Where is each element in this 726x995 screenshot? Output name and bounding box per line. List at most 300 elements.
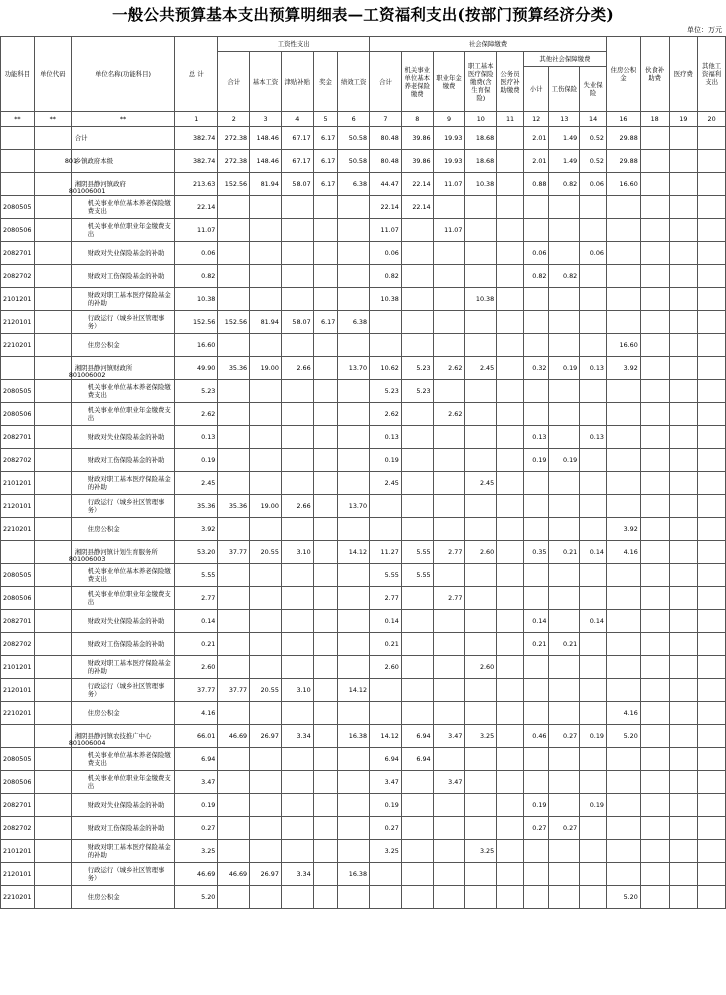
value-cell [218,426,250,449]
value-cell [640,794,669,817]
value-cell [580,472,607,495]
value-cell [606,426,640,449]
value-cell [497,817,524,840]
value-cell [606,840,640,863]
func-code-cell [1,541,35,564]
value-cell [580,449,607,472]
value-cell [218,518,250,541]
table-row [1,564,726,587]
value-cell [640,610,669,633]
value-cell: 0.82 [523,265,549,288]
value-cell [698,748,726,771]
value-cell [606,449,640,472]
value-cell [497,633,524,656]
value-cell: 22.14 [401,196,433,219]
value-cell [497,242,524,265]
value-cell: 19.00 [250,495,282,518]
header-unit-code: 单位代码 [34,37,71,112]
value-cell [606,196,640,219]
value-cell: 0.19 [370,449,402,472]
value-cell: 0.88 [523,173,549,196]
value-cell [698,357,726,380]
value-cell [433,380,465,403]
unit-code-cell [34,817,71,840]
value-cell [250,518,282,541]
value-cell [698,633,726,656]
value-cell [497,771,524,794]
value-cell [465,587,497,610]
value-cell [640,127,669,150]
value-cell: 0.14 [523,610,549,633]
unit-code-cell [34,771,71,794]
unit-code-cell [34,403,71,426]
value-cell [606,311,640,334]
value-cell [669,472,698,495]
table-row [1,518,726,541]
value-cell: 0.82 [175,265,218,288]
value-cell: 0.21 [549,633,580,656]
func-code-cell: 2210201 [1,886,35,909]
value-cell: 20.55 [250,679,282,702]
value-cell [669,817,698,840]
value-cell: 213.63 [175,173,218,196]
table-row [1,817,726,840]
value-cell [370,679,402,702]
column-index-cell: 13 [549,112,580,127]
value-cell: 2.60 [175,656,218,679]
value-cell [370,311,402,334]
value-cell: 50.58 [338,127,370,150]
value-cell [698,334,726,357]
unit-code-cell [34,656,71,679]
value-cell [281,817,313,840]
value-cell: 6.94 [370,748,402,771]
value-cell [698,196,726,219]
value-cell [281,610,313,633]
value-cell [401,518,433,541]
value-cell [549,288,580,311]
value-cell: 2.45 [465,357,497,380]
value-cell [401,863,433,886]
value-cell [497,288,524,311]
value-cell [640,840,669,863]
value-cell [606,633,640,656]
func-code-cell: 2101201 [1,472,35,495]
value-cell [497,679,524,702]
table-row [1,311,726,334]
func-code-cell: 2080506 [1,219,35,242]
value-cell [549,840,580,863]
value-cell: 3.47 [433,771,465,794]
value-cell [433,702,465,725]
value-cell: 6.17 [313,173,338,196]
value-cell: 0.13 [523,426,549,449]
value-cell [606,495,640,518]
value-cell: 46.69 [218,725,250,748]
value-cell [313,334,338,357]
value-cell [338,817,370,840]
value-cell: 148.46 [250,150,282,173]
value-cell [497,587,524,610]
table-row [1,472,726,495]
value-cell: 0.46 [523,725,549,748]
func-code-cell: 2082702 [1,633,35,656]
value-cell [549,472,580,495]
header-civil-medical: 公务员医疗补助缴费 [497,52,524,112]
func-code-cell: 2120101 [1,495,35,518]
unit-name-cell: 机关事业单位职业年金缴费支出 [71,219,175,242]
value-cell [523,288,549,311]
value-cell [497,495,524,518]
value-cell: 81.94 [250,173,282,196]
value-cell [549,794,580,817]
value-cell [549,886,580,909]
value-cell [218,334,250,357]
value-cell: 152.56 [218,311,250,334]
unit-code-cell [34,127,71,150]
value-cell: 3.47 [175,771,218,794]
value-cell [549,610,580,633]
value-cell: 3.25 [370,840,402,863]
unit-code-cell [34,794,71,817]
value-cell [401,886,433,909]
header-housing: 住房公积金 [606,37,640,112]
func-code-cell: 2210201 [1,702,35,725]
value-cell [698,242,726,265]
value-cell [313,656,338,679]
value-cell [338,334,370,357]
value-cell [549,679,580,702]
value-cell [338,242,370,265]
value-cell: 16.60 [175,334,218,357]
value-cell: 10.38 [370,288,402,311]
value-cell [338,426,370,449]
table-row [1,426,726,449]
table-row [1,541,726,564]
value-cell [640,311,669,334]
value-cell [281,771,313,794]
value-cell [580,633,607,656]
value-cell: 0.19 [549,449,580,472]
value-cell [313,472,338,495]
value-cell [401,288,433,311]
value-cell [401,840,433,863]
value-cell [640,541,669,564]
func-code-cell: 2082701 [1,610,35,633]
value-cell [250,794,282,817]
header-salary-group: 工资性支出 [218,37,370,52]
value-cell: 58.07 [281,173,313,196]
value-cell: 2.77 [433,541,465,564]
value-cell: 2.66 [281,495,313,518]
value-cell [497,610,524,633]
table-row [1,403,726,426]
unit-code-cell [34,610,71,633]
value-cell: 81.94 [250,311,282,334]
unit-name-cell: 行政运行（城乡社区管理事务） [71,679,175,702]
value-cell [250,564,282,587]
value-cell [523,886,549,909]
value-cell [401,771,433,794]
value-cell [313,679,338,702]
value-cell [523,564,549,587]
table-row [1,288,726,311]
value-cell [218,840,250,863]
value-cell: 11.07 [370,219,402,242]
value-cell [497,150,524,173]
value-cell [497,886,524,909]
value-cell [497,403,524,426]
value-cell [338,771,370,794]
func-code-cell: 2080505 [1,748,35,771]
value-cell [313,840,338,863]
value-cell: 35.36 [218,357,250,380]
value-cell [497,656,524,679]
value-cell [580,495,607,518]
value-cell [370,495,402,518]
value-cell [497,564,524,587]
value-cell [497,127,524,150]
value-cell: 37.77 [218,541,250,564]
value-cell [669,173,698,196]
header-allowance: 津贴补贴 [281,52,313,112]
table-row [1,150,726,173]
unit-name-cell: 合计 [71,127,175,150]
unit-name-cell: 行政运行（城乡社区管理事务） [71,495,175,518]
func-code-cell: 2082702 [1,449,35,472]
value-cell [640,219,669,242]
value-cell [433,196,465,219]
value-cell: 16.38 [338,725,370,748]
value-cell: 0.27 [370,817,402,840]
func-code-cell [1,357,35,380]
value-cell [497,173,524,196]
value-cell: 0.19 [580,794,607,817]
value-cell: 37.77 [175,679,218,702]
value-cell [523,518,549,541]
unit-code-cell [34,426,71,449]
value-cell: 6.17 [313,127,338,150]
unit-code-cell [34,886,71,909]
value-cell: 0.19 [370,794,402,817]
func-code-cell: 2120101 [1,679,35,702]
value-cell: 46.69 [218,863,250,886]
value-cell [497,541,524,564]
value-cell: 26.97 [250,725,282,748]
unit-code-cell: 801006002 [34,357,71,380]
value-cell [313,564,338,587]
value-cell [370,886,402,909]
value-cell [580,656,607,679]
value-cell [669,495,698,518]
unit-code-cell [34,265,71,288]
value-cell [370,863,402,886]
value-cell: 2.45 [370,472,402,495]
unit-code-cell [34,587,71,610]
value-cell: 10.38 [465,288,497,311]
func-code-cell: 2120101 [1,863,35,886]
value-cell [698,265,726,288]
value-cell [669,311,698,334]
header-meal: 伙食补助费 [640,37,669,112]
unit-name-cell: 湘阴县静河镇计划生育服务所 [71,541,175,564]
unit-name-cell: 财政对工伤保险基金的补助 [71,633,175,656]
func-code-cell: 2080505 [1,564,35,587]
unit-name-cell: 财政对失业保险基金的补助 [71,794,175,817]
value-cell: 2.77 [433,587,465,610]
value-cell [250,702,282,725]
func-code-cell [1,173,35,196]
value-cell [338,702,370,725]
value-cell: 6.94 [175,748,218,771]
value-cell: 0.06 [523,242,549,265]
value-cell [433,633,465,656]
value-cell [218,702,250,725]
value-cell [250,886,282,909]
value-cell [580,702,607,725]
value-cell [338,656,370,679]
table-row [1,380,726,403]
value-cell [580,334,607,357]
value-cell [669,150,698,173]
value-cell [250,380,282,403]
value-cell [433,794,465,817]
value-cell [580,288,607,311]
unit-name-cell: 财政对职工基本医疗保险基金的补助 [71,656,175,679]
value-cell: 0.27 [175,817,218,840]
value-cell [281,794,313,817]
column-index-cell: 11 [497,112,524,127]
unit-name-cell: 财政对职工基本医疗保险基金的补助 [71,288,175,311]
value-cell: 0.14 [580,541,607,564]
value-cell [433,679,465,702]
value-cell: 16.60 [606,334,640,357]
value-cell: 0.21 [175,633,218,656]
value-cell: 0.19 [523,794,549,817]
value-cell: 6.38 [338,311,370,334]
value-cell [218,587,250,610]
value-cell [698,173,726,196]
table-row [1,587,726,610]
header-pension: 机关事业单位基本养老保险缴费 [401,52,433,112]
value-cell: 6.17 [313,150,338,173]
value-cell [281,702,313,725]
value-cell [523,334,549,357]
value-cell [465,702,497,725]
value-cell [465,403,497,426]
value-cell: 19.93 [433,150,465,173]
value-cell: 3.10 [281,679,313,702]
table-row [1,242,726,265]
value-cell [218,748,250,771]
value-cell [218,449,250,472]
unit-name-cell: 住房公积金 [71,702,175,725]
value-cell: 0.21 [549,541,580,564]
table-row [1,656,726,679]
value-cell [497,265,524,288]
value-cell [497,518,524,541]
table-row [1,886,726,909]
value-cell [281,403,313,426]
value-cell [549,587,580,610]
value-cell: 6.94 [401,725,433,748]
value-cell [698,817,726,840]
value-cell [606,472,640,495]
value-cell: 0.19 [175,449,218,472]
value-cell [401,633,433,656]
value-cell [698,495,726,518]
unit-name-cell: 湘阴县静河镇政府 [71,173,175,196]
value-cell: 4.16 [606,702,640,725]
value-cell: 5.55 [401,564,433,587]
value-cell [465,794,497,817]
value-cell: 67.17 [281,150,313,173]
value-cell: 14.12 [338,541,370,564]
value-cell: 3.25 [465,725,497,748]
value-cell [698,311,726,334]
value-cell [523,702,549,725]
value-cell: 13.70 [338,495,370,518]
func-code-cell: 2082702 [1,817,35,840]
value-cell [338,633,370,656]
value-cell [218,886,250,909]
value-cell [313,518,338,541]
value-cell [218,242,250,265]
unit-name-cell: 机关事业单位基本养老保险缴费支出 [71,564,175,587]
table-row [1,334,726,357]
unit-name-cell: 财政对失业保险基金的补助 [71,610,175,633]
value-cell [606,265,640,288]
func-code-cell [1,725,35,748]
value-cell: 2.60 [465,541,497,564]
column-index-cell: 12 [523,112,549,127]
value-cell [218,196,250,219]
table-row [1,495,726,518]
value-cell [250,472,282,495]
value-cell [698,771,726,794]
value-cell [401,656,433,679]
header-other-social-group: 其他社会保障缴费 [523,52,606,67]
value-cell [465,886,497,909]
table-row [1,840,726,863]
value-cell [401,587,433,610]
value-cell [281,426,313,449]
unit-name-cell: 机关事业单位基本养老保险缴费支出 [71,380,175,403]
value-cell [433,311,465,334]
value-cell [640,495,669,518]
value-cell [465,679,497,702]
unit-code-cell [34,679,71,702]
value-cell [218,219,250,242]
func-code-cell: 2101201 [1,288,35,311]
value-cell [497,219,524,242]
value-cell [640,196,669,219]
value-cell: 2.62 [175,403,218,426]
value-cell [401,265,433,288]
value-cell [281,587,313,610]
value-cell: 0.19 [580,725,607,748]
value-cell [580,748,607,771]
value-cell [640,334,669,357]
value-cell: 4.16 [606,541,640,564]
unit-code-cell [34,311,71,334]
unit-name-cell: 财政对工伤保险基金的补助 [71,449,175,472]
value-cell [370,702,402,725]
value-cell [465,380,497,403]
header-other-welfare: 其他工资福利支出 [698,37,726,112]
value-cell [580,564,607,587]
value-cell [669,288,698,311]
